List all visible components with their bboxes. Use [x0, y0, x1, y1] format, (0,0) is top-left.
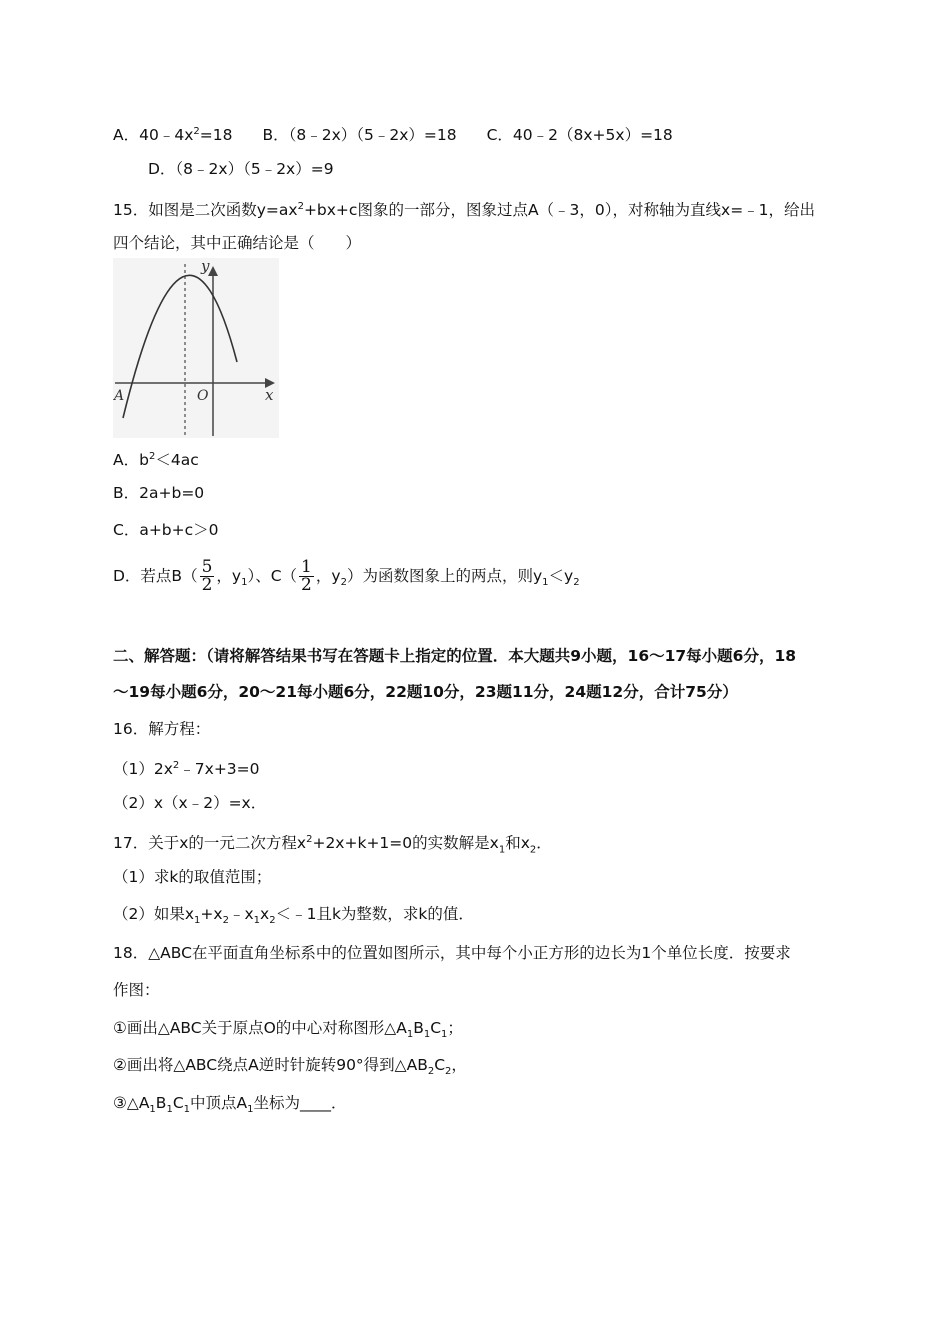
- q18-stem-line2: 作图：: [113, 981, 160, 999]
- q17-part2: （2）如果$x_1+x_2﹣x_1x_2<﹣1$且k为整数，求k的值．: [113, 905, 474, 927]
- point-a-label: A: [114, 388, 125, 404]
- q17-part1: （1）求k的取值范围；: [113, 868, 272, 886]
- q16-title: 16．解方程：: [113, 720, 211, 738]
- y-axis-label: y: [201, 258, 210, 275]
- q15-parabola-graph: [113, 258, 279, 438]
- q14-option-c: C．40﹣2（8x+5x）=18: [486, 126, 673, 145]
- section2-header-line1: 二、解答题：（请将解答结果书写在答题卡上指定的位置．本大题共9小题，16～17每小题6分，18: [113, 647, 797, 665]
- q15-option-c: C．a+b+c＞0: [113, 521, 219, 539]
- q14-option-b: B．（8﹣2x）（5﹣2x）=18: [262, 126, 457, 145]
- q14-options-row1: [113, 121, 673, 146]
- q18-item1: ①画出△ABC关于原点O的中心对称图形$\triangle A_1B_1C_1$；: [113, 1019, 463, 1041]
- q15-option-d: D．若点B（ $\frac{5}{2}$ ，$y_1$）、C（ $\frac{1}{2}$ ，$y_2$）为函数图象上的两点，则$y_1<y_2$: [113, 557, 580, 595]
- q18-item2: ②画出将△ABC绕点A逆时针旋转90°得到$\triangle AB_2C_2$，: [113, 1056, 467, 1078]
- q15-stem-line2: 四个结论，其中正确结论是（ ）: [113, 234, 362, 252]
- q14-option-d: D．（8﹣2x）（5﹣2x）=9: [148, 160, 334, 178]
- x-axis-label: x: [265, 386, 274, 404]
- section2-header-line2: ～19每小题6分，20～21每小题6分，22题10分，23题11分，24题12分，合计75分）: [113, 683, 738, 701]
- q17-stem: 17．关于x的一元二次方程$x^2+2x+k+1=0$的实数解是$x_1$和$x_2$．: [113, 834, 552, 856]
- q15-stem-line1: 15．如图是二次函数$y=ax^2+bx+c$图象的一部分，图象过点A（﹣3，0），对称轴为直线x=﹣1，给出: [113, 201, 816, 220]
- q18-item3: $③\triangle A_1B_1C_1$中顶点$A_1$坐标为____．: [113, 1094, 347, 1116]
- q15-option-a: A．$b^2<4ac$: [113, 451, 199, 470]
- fraction-1-2: $\frac{1}{2}$: [301, 557, 312, 595]
- fraction-5-2: $\frac{5}{2}$: [201, 557, 213, 595]
- q15-option-b: B．2a+b=0: [113, 484, 205, 502]
- q16-part1: $(1)2x^2﹣7x+3=0$: [113, 760, 260, 779]
- q18-stem-line1: 18．△ABC在平面直角坐标系中的位置如图所示，其中每个小正方形的边长为1个单位长度．按要求: [113, 944, 791, 962]
- origin-label: O: [197, 388, 209, 404]
- q14-option-a: A．$40﹣4x^2=18$: [113, 126, 233, 145]
- q16-part2: （2）x（x﹣2）=x．: [113, 794, 267, 812]
